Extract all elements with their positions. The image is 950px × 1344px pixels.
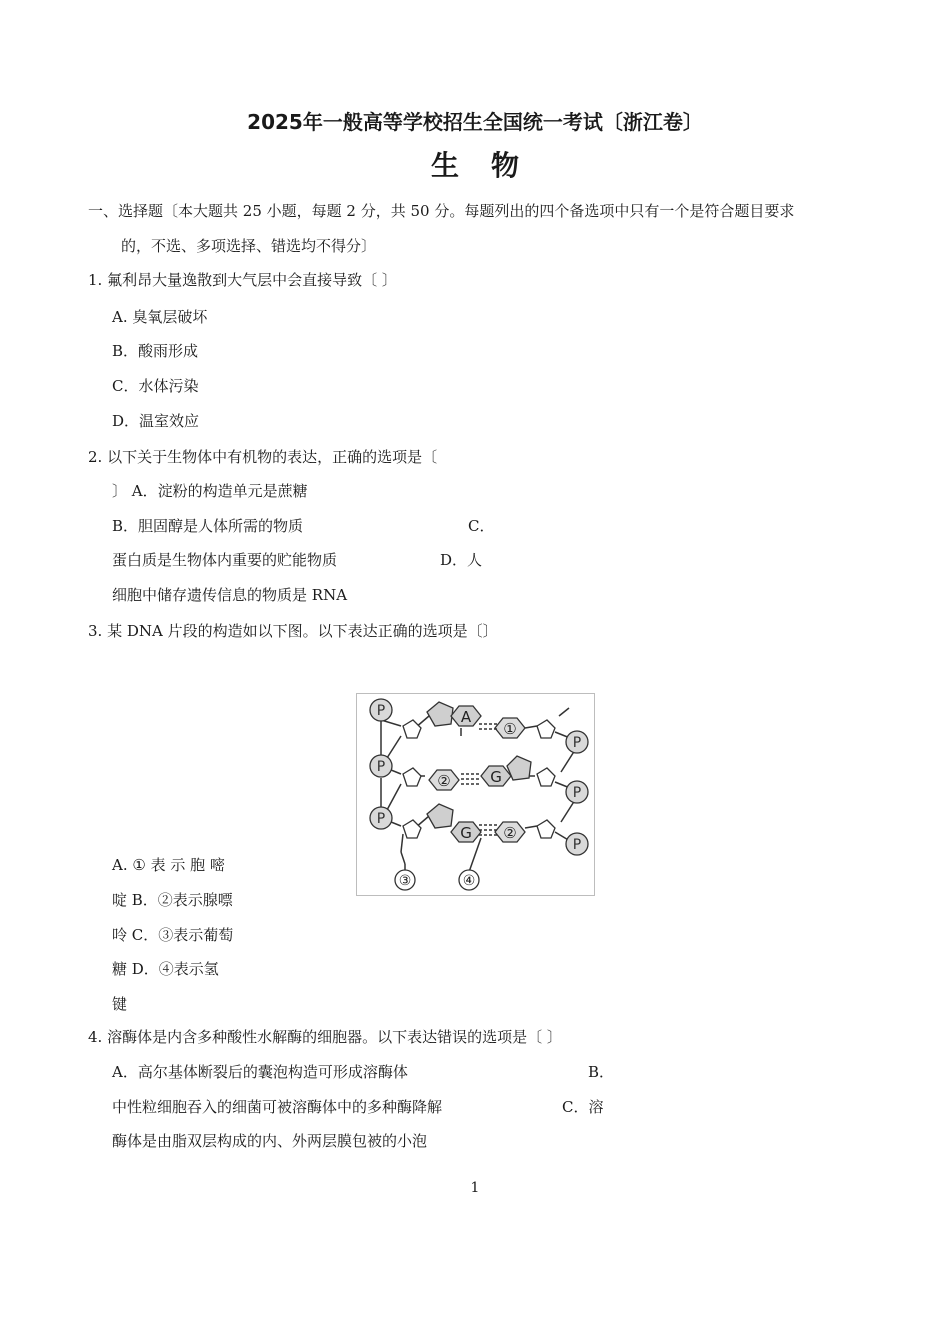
q2-stem: 2. 以下关于生物体中有机物的表达，正确的选项是〔 <box>88 448 438 466</box>
base-g-label: G <box>460 824 472 842</box>
q1-option-d: D．温室效应 <box>112 412 200 430</box>
label-4: ④ <box>462 873 476 889</box>
exam-title: 2025年一般高等学校招生全国统一考试〔浙江卷〕 <box>247 110 703 134</box>
label-3: ③ <box>398 873 412 889</box>
q4-line1a: A．高尔基体断裂后的囊泡构造可形成溶酶体 <box>112 1063 408 1081</box>
q3-line5: 键 <box>112 995 128 1013</box>
subject-title: 生物 <box>430 149 551 182</box>
q1-option-c: C．水体污染 <box>112 377 199 395</box>
page-number: 1 <box>470 1180 480 1196</box>
dna-structure-figure <box>356 693 595 896</box>
phosphate-label: P <box>572 785 582 801</box>
phosphate-label: P <box>376 759 386 775</box>
phosphate-label: P <box>572 837 582 853</box>
q2-line3b: D．人 <box>440 551 483 569</box>
q2-line2a: B．胆固醇是人体所需的物质 <box>112 517 304 535</box>
q1-option-b: B．酸雨形成 <box>112 342 199 360</box>
label-2: ② <box>503 824 517 842</box>
q4-line2a: 中性粒细胞吞入的细菌可被溶酶体中的多种酶降解 <box>112 1098 443 1116</box>
label-2: ② <box>437 772 451 790</box>
q1-stem: 1. 氟利昂大量逸散到大气层中会直接导致〔 〕 <box>88 271 397 289</box>
q3-stem: 3. 某 DNA 片段的构造如以下图。以下表达正确的选项是〔〕 <box>88 622 498 640</box>
base-g-label: G <box>490 768 502 786</box>
q4-line1b: B． <box>588 1063 615 1081</box>
q4-stem: 4. 溶酶体是内含多种酸性水解酶的细胞器。以下表达错误的选项是〔 〕 <box>88 1028 562 1046</box>
q2-line2b: C． <box>468 517 495 535</box>
phosphate-label: P <box>376 811 386 827</box>
q3-line2: 啶 B．②表示腺嘌 <box>112 891 233 909</box>
q2-line4: 细胞中储存遗传信息的物质是 RNA <box>112 586 348 604</box>
dna-diagram <box>357 694 594 895</box>
section-heading-line2: 的，不选、多项选择、错选均不得分〕 <box>121 237 377 255</box>
label-1: ① <box>503 720 517 738</box>
q1-option-a: A. 臭氧层破坏 <box>112 308 208 326</box>
q3-line3: 呤 C．③表示葡萄 <box>112 926 234 944</box>
q4-line2b: C．溶 <box>562 1098 604 1116</box>
section-heading-line1: 一、选择题〔本大题共 25 小题，每题 2 分，共 50 分。每题列出的四个备选项中只有一个是符合题目要求 <box>88 202 795 220</box>
q2-line1: 〕 A．淀粉的构造单元是蔗糖 <box>112 482 308 500</box>
q2-line3a: 蛋白质是生物体内重要的贮能物质 <box>112 551 338 569</box>
q3-line4: 糖 D．④表示氢 <box>112 960 219 978</box>
phosphate-label: P <box>376 703 386 719</box>
base-a-label: A <box>460 708 472 726</box>
q4-line3: 酶体是由脂双层构成的内、外两层膜包被的小泡 <box>112 1132 428 1150</box>
phosphate-label: P <box>572 735 582 751</box>
q3-line1: A. ① 表 示 胞 嘧 <box>112 856 225 874</box>
